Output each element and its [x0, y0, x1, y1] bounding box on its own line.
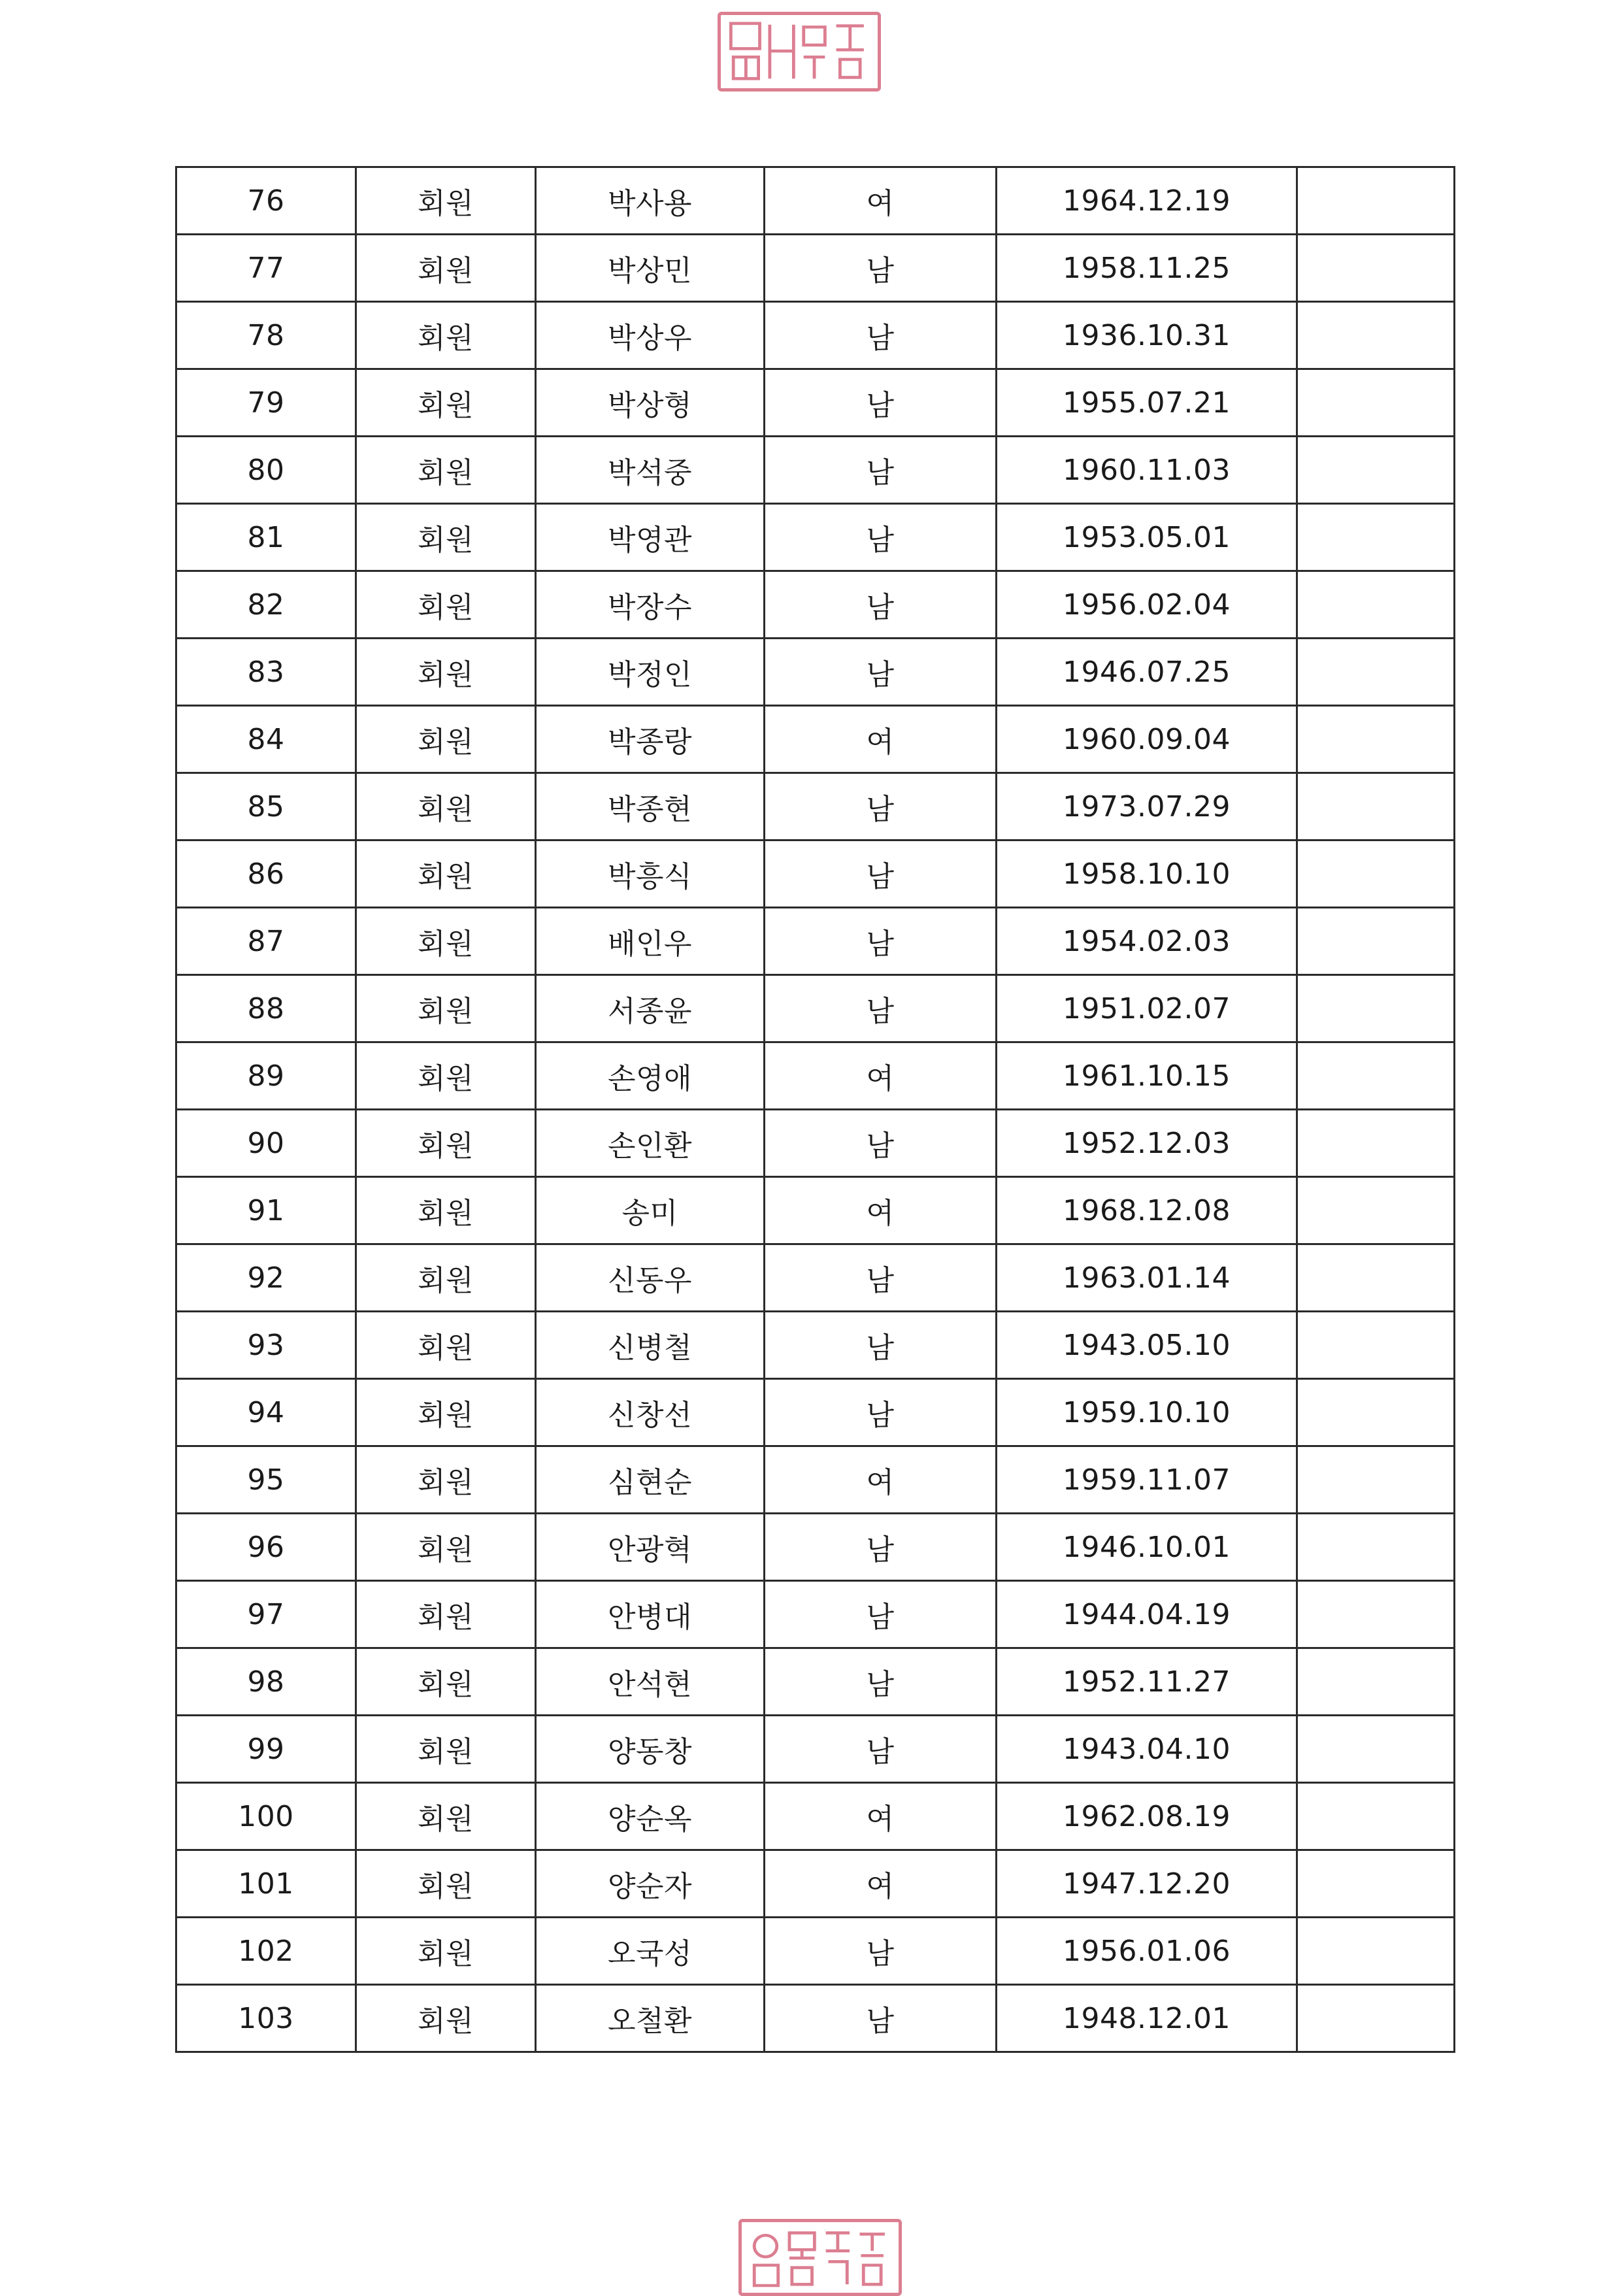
- member-roster-table: [175, 166, 1455, 2053]
- table-row: [176, 1446, 1455, 1514]
- member-type-cell: 회원: [356, 1918, 536, 1985]
- member-number-cell: 91: [176, 1177, 356, 1244]
- member-type-cell: 회원: [356, 908, 536, 975]
- member-sex-cell: 남: [765, 235, 997, 302]
- table-row: [176, 908, 1455, 975]
- member-birthdate-cell: 1954.02.03: [997, 908, 1297, 975]
- bottom-seal-stamp: [738, 2219, 902, 2296]
- member-sex-cell: 여: [765, 1177, 997, 1244]
- member-name-cell: 박상우: [536, 302, 765, 369]
- member-number-cell: 101: [176, 1850, 356, 1918]
- member-note-cell: [1297, 908, 1455, 975]
- member-sex-cell: 남: [765, 369, 997, 437]
- member-type-cell: 회원: [356, 706, 536, 773]
- member-number-cell: 97: [176, 1581, 356, 1648]
- member-sex-cell: 여: [765, 1042, 997, 1110]
- member-sex-cell: 남: [765, 571, 997, 639]
- member-name-cell: 박상민: [536, 235, 765, 302]
- member-note-cell: [1297, 437, 1455, 504]
- member-number-cell: 96: [176, 1514, 356, 1581]
- member-name-cell: 박장수: [536, 571, 765, 639]
- member-name-cell: 오국성: [536, 1918, 765, 1985]
- member-name-cell: 심현순: [536, 1446, 765, 1514]
- member-name-cell: 오철환: [536, 1985, 765, 2052]
- member-sex-cell: 여: [765, 1446, 997, 1514]
- member-sex-cell: 남: [765, 1648, 997, 1716]
- member-birthdate-cell: 1948.12.01: [997, 1985, 1297, 2052]
- member-name-cell: 박석중: [536, 437, 765, 504]
- member-note-cell: [1297, 706, 1455, 773]
- member-note-cell: [1297, 1312, 1455, 1379]
- table-row: [176, 302, 1455, 369]
- member-note-cell: [1297, 1110, 1455, 1177]
- member-sex-cell: 남: [765, 1514, 997, 1581]
- member-note-cell: [1297, 235, 1455, 302]
- member-sex-cell: 남: [765, 975, 997, 1042]
- member-type-cell: 회원: [356, 773, 536, 840]
- member-note-cell: [1297, 1446, 1455, 1514]
- member-sex-cell: 남: [765, 1581, 997, 1648]
- roster-body: [176, 167, 1455, 2052]
- member-type-cell: 회원: [356, 1042, 536, 1110]
- member-type-cell: 회원: [356, 504, 536, 571]
- member-note-cell: [1297, 1918, 1455, 1985]
- member-sex-cell: 남: [765, 302, 997, 369]
- table-row: [176, 1716, 1455, 1783]
- member-note-cell: [1297, 975, 1455, 1042]
- member-type-cell: 회원: [356, 1244, 536, 1312]
- table-row: [176, 571, 1455, 639]
- table-row: [176, 773, 1455, 840]
- member-type-cell: 회원: [356, 437, 536, 504]
- member-note-cell: [1297, 369, 1455, 437]
- member-sex-cell: 남: [765, 1985, 997, 2052]
- member-name-cell: 신동우: [536, 1244, 765, 1312]
- member-number-cell: 82: [176, 571, 356, 639]
- member-birthdate-cell: 1960.09.04: [997, 706, 1297, 773]
- member-sex-cell: 남: [765, 504, 997, 571]
- member-type-cell: 회원: [356, 1514, 536, 1581]
- member-name-cell: 손인환: [536, 1110, 765, 1177]
- table-row: [176, 1648, 1455, 1716]
- member-type-cell: 회원: [356, 302, 536, 369]
- member-sex-cell: 남: [765, 908, 997, 975]
- member-type-cell: 회원: [356, 975, 536, 1042]
- member-note-cell: [1297, 571, 1455, 639]
- member-birthdate-cell: 1955.07.21: [997, 369, 1297, 437]
- member-sex-cell: 남: [765, 1110, 997, 1177]
- member-note-cell: [1297, 1581, 1455, 1648]
- member-type-cell: 회원: [356, 1177, 536, 1244]
- member-birthdate-cell: 1946.10.01: [997, 1514, 1297, 1581]
- member-birthdate-cell: 1951.02.07: [997, 975, 1297, 1042]
- member-name-cell: 박종랑: [536, 706, 765, 773]
- member-number-cell: 90: [176, 1110, 356, 1177]
- member-birthdate-cell: 1958.10.10: [997, 840, 1297, 908]
- table-row: [176, 1244, 1455, 1312]
- member-number-cell: 78: [176, 302, 356, 369]
- member-note-cell: [1297, 1850, 1455, 1918]
- member-number-cell: 99: [176, 1716, 356, 1783]
- member-number-cell: 86: [176, 840, 356, 908]
- member-name-cell: 안병대: [536, 1581, 765, 1648]
- member-sex-cell: 남: [765, 639, 997, 706]
- member-name-cell: 서종윤: [536, 975, 765, 1042]
- member-birthdate-cell: 1947.12.20: [997, 1850, 1297, 1918]
- table-row: [176, 1514, 1455, 1581]
- member-note-cell: [1297, 639, 1455, 706]
- table-row: [176, 1985, 1455, 2052]
- member-note-cell: [1297, 302, 1455, 369]
- member-type-cell: 회원: [356, 639, 536, 706]
- table-row: [176, 235, 1455, 302]
- member-number-cell: 100: [176, 1783, 356, 1850]
- table-row: [176, 504, 1455, 571]
- member-number-cell: 81: [176, 504, 356, 571]
- member-name-cell: 박정인: [536, 639, 765, 706]
- member-number-cell: 98: [176, 1648, 356, 1716]
- member-note-cell: [1297, 1379, 1455, 1446]
- member-birthdate-cell: 1944.04.19: [997, 1581, 1297, 1648]
- member-birthdate-cell: 1953.05.01: [997, 504, 1297, 571]
- table-row: [176, 1042, 1455, 1110]
- top-seal-stamp: [718, 12, 881, 92]
- table-row: [176, 1379, 1455, 1446]
- member-birthdate-cell: 1952.11.27: [997, 1648, 1297, 1716]
- member-birthdate-cell: 1962.08.19: [997, 1783, 1297, 1850]
- member-sex-cell: 여: [765, 1783, 997, 1850]
- member-name-cell: 양순옥: [536, 1783, 765, 1850]
- member-type-cell: 회원: [356, 1716, 536, 1783]
- member-note-cell: [1297, 504, 1455, 571]
- table-row: [176, 1177, 1455, 1244]
- member-birthdate-cell: 1968.12.08: [997, 1177, 1297, 1244]
- seal-glyphs-icon: [721, 15, 878, 88]
- member-birthdate-cell: 1960.11.03: [997, 437, 1297, 504]
- table-row: [176, 1850, 1455, 1918]
- seal-glyphs-icon: [742, 2222, 899, 2293]
- member-number-cell: 76: [176, 167, 356, 235]
- member-note-cell: [1297, 1042, 1455, 1110]
- member-birthdate-cell: 1946.07.25: [997, 639, 1297, 706]
- table-row: [176, 1581, 1455, 1648]
- member-note-cell: [1297, 167, 1455, 235]
- member-birthdate-cell: 1959.11.07: [997, 1446, 1297, 1514]
- member-note-cell: [1297, 1177, 1455, 1244]
- member-birthdate-cell: 1964.12.19: [997, 167, 1297, 235]
- member-number-cell: 77: [176, 235, 356, 302]
- member-birthdate-cell: 1961.10.15: [997, 1042, 1297, 1110]
- member-type-cell: 회원: [356, 1985, 536, 2052]
- table-row: [176, 167, 1455, 235]
- member-birthdate-cell: 1943.05.10: [997, 1312, 1297, 1379]
- member-type-cell: 회원: [356, 1446, 536, 1514]
- member-name-cell: 박흥식: [536, 840, 765, 908]
- member-note-cell: [1297, 1514, 1455, 1581]
- table-row: [176, 706, 1455, 773]
- member-type-cell: 회원: [356, 235, 536, 302]
- member-note-cell: [1297, 840, 1455, 908]
- member-sex-cell: 남: [765, 1312, 997, 1379]
- member-number-cell: 79: [176, 369, 356, 437]
- member-sex-cell: 남: [765, 1918, 997, 1985]
- member-type-cell: 회원: [356, 840, 536, 908]
- member-type-cell: 회원: [356, 1850, 536, 1918]
- member-name-cell: 배인우: [536, 908, 765, 975]
- member-number-cell: 80: [176, 437, 356, 504]
- member-note-cell: [1297, 1648, 1455, 1716]
- member-type-cell: 회원: [356, 369, 536, 437]
- table-row: [176, 1783, 1455, 1850]
- member-type-cell: 회원: [356, 1581, 536, 1648]
- member-type-cell: 회원: [356, 1783, 536, 1850]
- member-number-cell: 92: [176, 1244, 356, 1312]
- member-number-cell: 88: [176, 975, 356, 1042]
- member-birthdate-cell: 1959.10.10: [997, 1379, 1297, 1446]
- member-name-cell: 박상형: [536, 369, 765, 437]
- table-row: [176, 1110, 1455, 1177]
- member-note-cell: [1297, 1244, 1455, 1312]
- member-type-cell: 회원: [356, 571, 536, 639]
- member-number-cell: 93: [176, 1312, 356, 1379]
- member-name-cell: 박종현: [536, 773, 765, 840]
- member-birthdate-cell: 1943.04.10: [997, 1716, 1297, 1783]
- member-name-cell: 손영애: [536, 1042, 765, 1110]
- member-number-cell: 83: [176, 639, 356, 706]
- table-row: [176, 1312, 1455, 1379]
- member-sex-cell: 남: [765, 437, 997, 504]
- member-birthdate-cell: 1956.02.04: [997, 571, 1297, 639]
- member-number-cell: 84: [176, 706, 356, 773]
- table-row: [176, 1918, 1455, 1985]
- table-row: [176, 840, 1455, 908]
- member-type-cell: 회원: [356, 1312, 536, 1379]
- member-number-cell: 95: [176, 1446, 356, 1514]
- member-name-cell: 양순자: [536, 1850, 765, 1918]
- member-name-cell: 박사용: [536, 167, 765, 235]
- member-sex-cell: 여: [765, 167, 997, 235]
- table-row: [176, 975, 1455, 1042]
- member-birthdate-cell: 1952.12.03: [997, 1110, 1297, 1177]
- member-sex-cell: 남: [765, 840, 997, 908]
- member-sex-cell: 남: [765, 1379, 997, 1446]
- member-sex-cell: 남: [765, 773, 997, 840]
- member-note-cell: [1297, 1783, 1455, 1850]
- member-name-cell: 신병철: [536, 1312, 765, 1379]
- member-number-cell: 94: [176, 1379, 356, 1446]
- member-sex-cell: 남: [765, 1716, 997, 1783]
- table-row: [176, 437, 1455, 504]
- member-number-cell: 85: [176, 773, 356, 840]
- member-number-cell: 102: [176, 1918, 356, 1985]
- member-note-cell: [1297, 1716, 1455, 1783]
- member-note-cell: [1297, 1985, 1455, 2052]
- member-type-cell: 회원: [356, 1379, 536, 1446]
- member-birthdate-cell: 1956.01.06: [997, 1918, 1297, 1985]
- member-name-cell: 송미: [536, 1177, 765, 1244]
- member-birthdate-cell: 1936.10.31: [997, 302, 1297, 369]
- member-birthdate-cell: 1973.07.29: [997, 773, 1297, 840]
- member-sex-cell: 여: [765, 706, 997, 773]
- member-name-cell: 양동창: [536, 1716, 765, 1783]
- member-type-cell: 회원: [356, 1110, 536, 1177]
- member-number-cell: 89: [176, 1042, 356, 1110]
- member-sex-cell: 남: [765, 1244, 997, 1312]
- member-number-cell: 87: [176, 908, 356, 975]
- member-note-cell: [1297, 773, 1455, 840]
- member-name-cell: 박영관: [536, 504, 765, 571]
- table-row: [176, 639, 1455, 706]
- member-name-cell: 신창선: [536, 1379, 765, 1446]
- member-name-cell: 안광혁: [536, 1514, 765, 1581]
- member-birthdate-cell: 1958.11.25: [997, 235, 1297, 302]
- table-row: [176, 369, 1455, 437]
- member-type-cell: 회원: [356, 1648, 536, 1716]
- member-sex-cell: 여: [765, 1850, 997, 1918]
- member-number-cell: 103: [176, 1985, 356, 2052]
- member-name-cell: 안석현: [536, 1648, 765, 1716]
- member-birthdate-cell: 1963.01.14: [997, 1244, 1297, 1312]
- member-type-cell: 회원: [356, 167, 536, 235]
